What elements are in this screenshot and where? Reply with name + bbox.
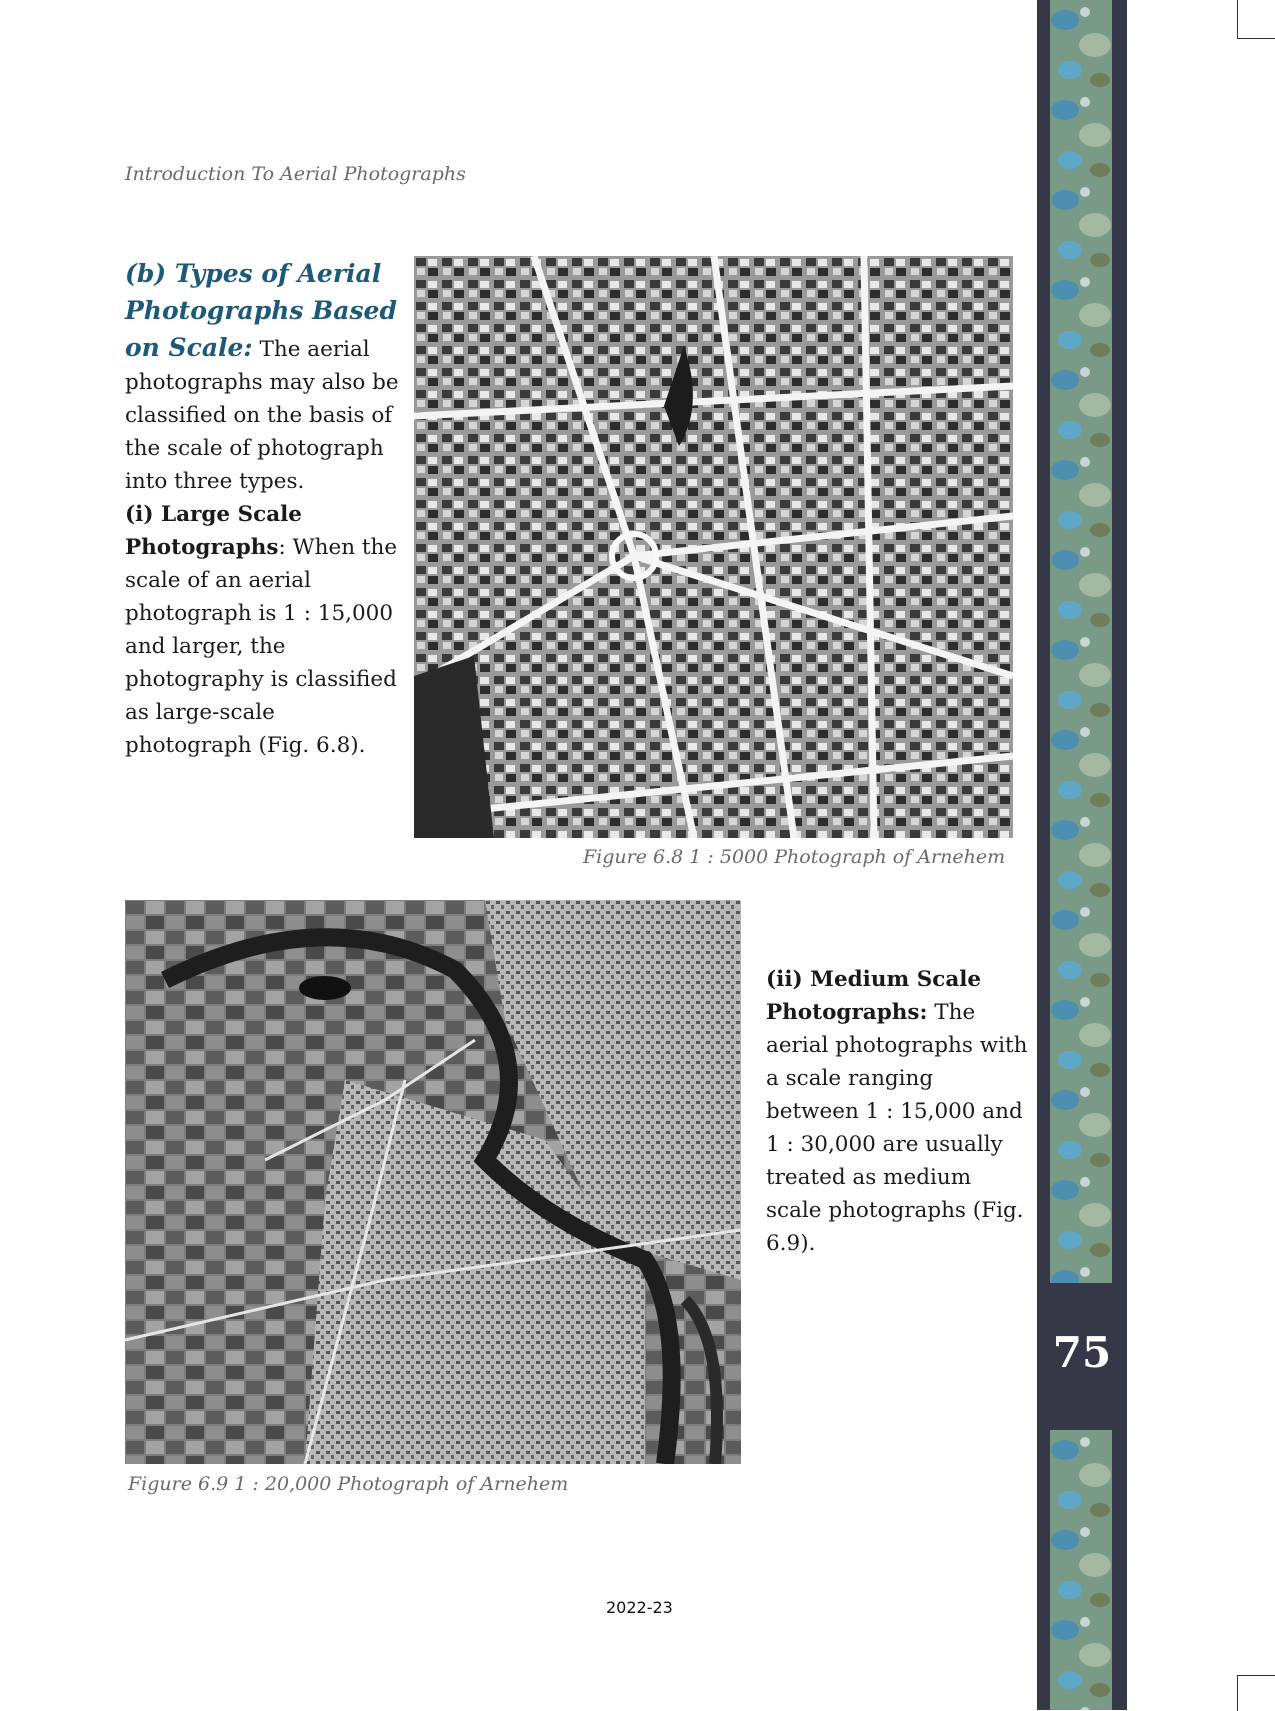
section-heading: (b) Types of Aerial Photographs Based on Scale: — [125, 259, 397, 362]
large-scale-text: : When the scale of an aerial photograph is 1 : 15,000 and larger, the photography is classified as large-scale photograph (Fig. 6.8). — [125, 535, 398, 758]
satellite-image-strip-bottom — [1050, 1430, 1112, 1710]
satellite-texture-icon — [1050, 0, 1112, 1283]
satellite-image-strip-top — [1050, 0, 1112, 1283]
footer-year: 2022-23 — [606, 1598, 673, 1617]
left-text-column — [125, 255, 405, 762]
crop-mark-bottom — [1237, 1675, 1275, 1711]
running-title: Introduction To Aerial Photographs — [125, 163, 466, 185]
section-intro: The aerial photographs may also be classified on the basis of the scale of photograph into three types. — [125, 337, 399, 494]
satellite-texture-icon-bottom — [1050, 1430, 1112, 1710]
large-scale-label: (i) Large Scale Photographs — [125, 502, 302, 560]
figure-6-8-aerial-photo — [414, 256, 1013, 838]
right-text-column — [766, 963, 1031, 1260]
aerial-photo-medium-scale — [125, 900, 741, 1464]
figure-6-8-caption: Figure 6.8 1 : 5000 Photograph of Arnehem — [583, 846, 1006, 868]
medium-scale-text: The aerial photographs with a scale ranging between 1 : 15,000 and 1 : 30,000 are usually treated as medium scale photographs (Fig. 6.9). — [766, 1000, 1028, 1256]
medium-scale-label: (ii) Medium Scale Photographs: — [766, 967, 982, 1025]
aerial-photo-large-scale — [414, 256, 1013, 838]
figure-6-9-caption: Figure 6.9 1 : 20,000 Photograph of Arnehem — [128, 1473, 569, 1495]
figure-6-9-aerial-photo — [125, 900, 741, 1464]
page-number: 75 — [1052, 1328, 1112, 1377]
crop-mark-top — [1237, 0, 1275, 39]
